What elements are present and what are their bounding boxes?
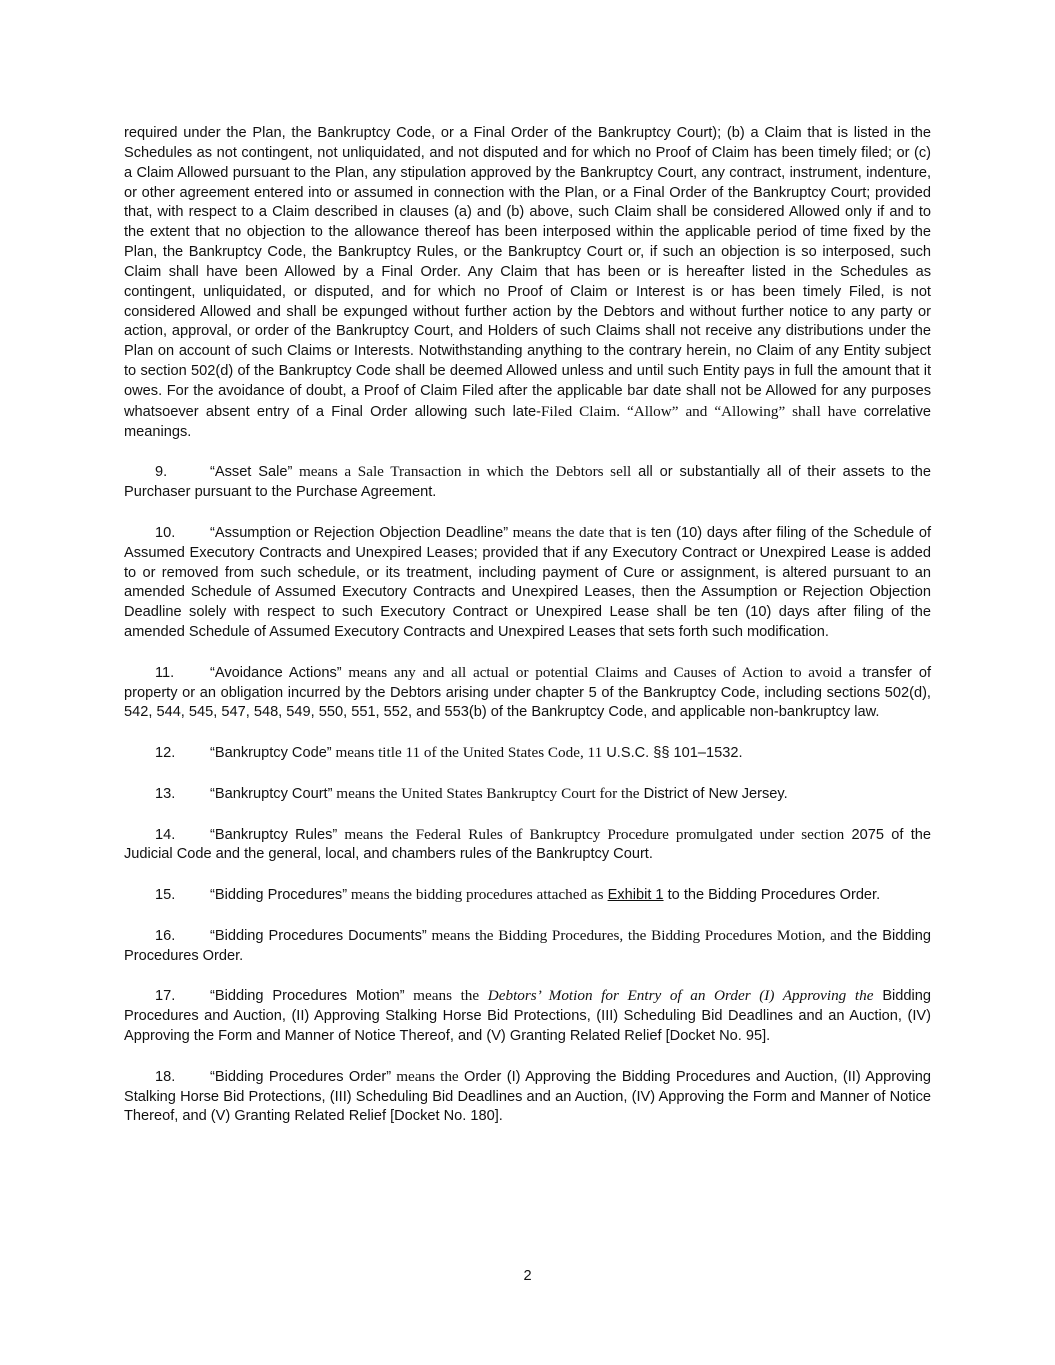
- definition-13: [124, 784, 931, 805]
- definition-15: [124, 885, 931, 906]
- definition-number: 12.: [155, 745, 176, 762]
- definition-text: U.S.C. §§ 101–1532.: [602, 745, 743, 762]
- definition-term: “Bidding Procedures Motion”: [210, 988, 405, 1005]
- definition-text: to the Bidding Procedures Order.: [663, 887, 881, 904]
- document-body: [124, 124, 931, 1147]
- definition-term: “Asset Sale”: [210, 464, 293, 481]
- exhibit-link[interactable]: Exhibit 1: [607, 887, 664, 904]
- definition-term: “Bankruptcy Code”: [210, 745, 332, 762]
- definition-12: [124, 743, 931, 764]
- definition-text-serif: means the: [391, 1067, 459, 1085]
- continuation-text: required under the Plan, the Bankruptcy Code, or a Final Order of the Bankruptcy Court); (b) a Claim that is listed in the Schedules as not contingent, not unliquidated, and not disputed and for which no Proof of Claim has been timely filed; or (c) a Claim Allowed pursuant to the Plan, any stipulation approved by the Bankruptcy Court, any contract, instrument, indenture, or other agreement entered into or assumed in connection with the Plan, or a Final Order of the Bankruptcy Court; provided that, with respect to a Claim described in clauses (a) and (b) above, such Claim shall be considered Allowed only if and to the extent that no objection to the allowance thereof has been interposed within the applicable period of time fixed by the Plan, the Bankruptcy Code, the Bankruptcy Rules, or the Bankruptcy Court or, if such an objection is so interposed, such Claim shall have been Allowed by a Final Order. Any Claim that has been or is hereafter listed in the Schedules as contingent, unliquidated, or disputed, and for which no Proof of Claim or Interest is or has been timely Filed, is not considered Allowed and shall be expunged without further action by the Debtors and without further notice to any party or action, approval, or order of the Bankruptcy Court, and Holders of such Claims shall not receive any distributions under the Plan on account of such Claims or Interests. Notwithstanding anything to the contrary herein, no Claim of any Entity subject to section 502(d) of the Bankruptcy Code shall be deemed Allowed unless and until such Entity pays in full the amount that it owes. For the avoidance of doubt, a Proof of Claim Filed after the applicable bar date shall not be Allowed for any purposes whatsoever absent entry of a Final Order allowing such late-: [124, 125, 931, 420]
- definition-number: 15.: [155, 887, 176, 904]
- definition-number: 18.: [155, 1068, 176, 1085]
- motion-title-italic: Debtors’ Motion for Entry of an Order (I) Approving the: [479, 987, 874, 1005]
- definition-10: [124, 523, 931, 643]
- definition-text: all or substantially all of their assets to the Purchaser pursuant to the Purchase Agreement.: [124, 464, 931, 501]
- definition-text-serif: means any and all actual or potential Claims and Causes of Action to avoid a: [341, 663, 856, 681]
- definition-text-serif: means the: [404, 987, 480, 1005]
- definition-number: 10.: [155, 524, 176, 541]
- page-number: 2: [523, 1268, 532, 1284]
- definition-text-serif: means the Federal Rules of Bankruptcy Procedure promulgated under section: [337, 825, 845, 843]
- definition-text-serif: means the date that is: [508, 523, 647, 541]
- continuation-text-serif: Filed Claim. “Allow” and “Allowing” shall have: [540, 402, 857, 420]
- definition-term: “Bidding Procedures Documents”: [210, 927, 427, 944]
- definition-number: 11.: [155, 664, 175, 681]
- definition-text: transfer of property or an obligation incurred by the Debtors arising under chapter 5 of the Bankruptcy Code, including sections 502(d), 542, 544, 545, 547, 548, 549, 550, 551, 552, and 553(b) of the Bankruptcy Code, and applicable non-bankruptcy law.: [124, 664, 931, 721]
- continuation-text-end: correlative meanings.: [124, 403, 931, 440]
- definition-16: [124, 926, 931, 967]
- definition-term: “Bankruptcy Rules”: [210, 826, 338, 843]
- definition-9: [124, 462, 931, 503]
- definition-number: 14.: [155, 826, 176, 843]
- definition-term: “Avoidance Actions”: [210, 664, 342, 681]
- definition-text-serif: means the United States Bankruptcy Court for the: [332, 784, 640, 802]
- definition-number: 9.: [155, 464, 168, 481]
- definition-number: 16.: [155, 927, 176, 944]
- definition-text-serif: means title 11 of the United States Code, 11: [331, 744, 603, 762]
- definition-text-serif: means the bidding procedures attached as: [347, 886, 604, 904]
- definition-term: “Assumption or Rejection Objection Deadline”: [210, 524, 509, 541]
- definition-term: “Bankruptcy Court”: [210, 785, 333, 802]
- definition-18: [124, 1067, 931, 1128]
- definition-text-serif: means a Sale Transaction in which the Debtors sell: [292, 463, 632, 481]
- definition-text: District of New Jersey.: [639, 785, 788, 802]
- definition-text-serif: means the Bidding Procedures, the Bidding Procedures Motion, and: [426, 926, 853, 944]
- definition-text: Bidding Procedures and Auction, (II) Approving Stalking Horse Bid Protections, (III) Scheduling Bid Deadlines and an Auction, (IV) Approving the Form and Manner of Notice Thereof, and (V) Granting Related Relief [Docket No. 95].: [124, 988, 932, 1044]
- definition-term: “Bidding Procedures Order”: [210, 1068, 392, 1085]
- definition-number: 13.: [155, 785, 176, 802]
- definition-number: 17.: [155, 988, 176, 1005]
- definition-11: [124, 663, 931, 724]
- definition-17: [124, 986, 931, 1047]
- definition-14: [124, 825, 931, 866]
- definition-term: “Bidding Procedures”: [210, 887, 348, 904]
- definition-text: the Bidding Procedures Order.: [124, 927, 931, 964]
- definition-text: Order (I) Approving the Bidding Procedures and Auction, (II) Approving Stalking Horse Bid Protections, (III) Scheduling Bid Deadlines and an Auction, (IV) Approving the Form and Manner of Notice Thereof, and (V) Granting Related Relief [Docket No. 180].: [124, 1068, 932, 1125]
- definition-text: 2075 of the Judicial Code and the general, local, and chambers rules of the Bankruptcy Court.: [124, 826, 931, 863]
- definition-text: ten (10) days after filing of the Schedule of Assumed Executory Contracts and Unexpired Leases; provided that if any Executory Contract or Unexpired Lease is added to or removed from such schedule, or its treatment, including payment of Cure or assignment, is altered pursuant to an amended Schedule of Assumed Executory Contracts and Unexpired Leases, then the Assumption or Rejection Objection Deadline solely with respect to such Executory Contract or Unexpired Lease shall be ten (10) days after filing of the amended Schedule of Assumed Executory Contracts and Unexpired Leases that sets forth such modification.: [124, 524, 931, 641]
- continuation-paragraph: [124, 124, 931, 443]
